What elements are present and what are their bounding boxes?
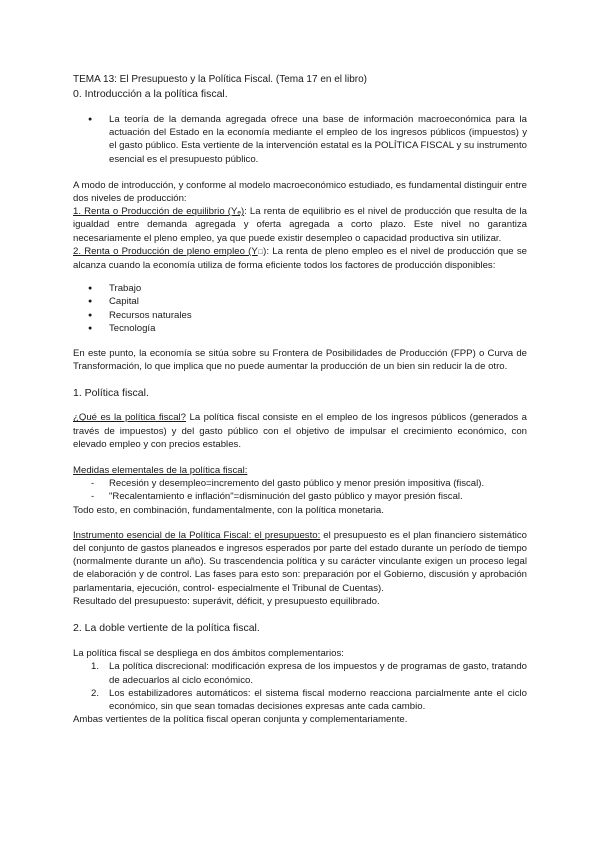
measures-note: Todo esto, en combinación, fundamentalmente, con la política monetaria. — [73, 504, 384, 516]
instrument-text: el presupuesto es el plan financiero sistemático del conjunto de gastos planeados e ingresos esperados por parte del estado durante un período de tiempo (normalmente durante un año). Su trascendencia política y su carácter vinculante exigen un proceso legal de elaboración y de control. Las fases para esto son: preparación por el Gobierno, discusión y aprobación parlamentaria, ejecución, control- especialmente el Tribunal de Cuentas). — [73, 529, 527, 594]
section2-heading: 2. La doble vertiente de la política fiscal. — [73, 622, 260, 635]
level2-paragraph — [73, 245, 527, 272]
factor-item: ● Tecnología — [73, 322, 527, 335]
level1-text: : La renta de equilibrio es el nivel de producción que resulta de la igualdad entre demanda agregada y oferta agregada a corto plazo. Este nivel no garantiza necesariamente el pleno empleo, ya que puede existir desempleo o capacidad productiva sin utilizar. — [73, 206, 527, 244]
level2-text: : La renta de pleno empleo es el nivel de producción que se alcanza cuando la economía utiliza de forma eficiente todos los factores de producción disponibles: — [73, 245, 528, 272]
fpp-paragraph: En este punto, la economía se sitúa sobre su Frontera de Posibilidades de Producción (FPP) o Curva de Transformación, lo que implica que no puede aumentar la producción de un bien sin reducir la de otro. — [73, 348, 527, 373]
level2-close: ) — [263, 245, 267, 257]
measures-title: Medidas elementales de la política fiscal: — [73, 465, 248, 477]
level2-subscript: □ — [257, 248, 264, 256]
level2-term: 2. Renta o Producción de pleno empleo (Y — [73, 245, 258, 257]
section2-intro: La política fiscal se despliega en dos ámbitos complementarios: — [73, 648, 344, 660]
page-body — [73, 73, 527, 726]
question-paragraph — [73, 411, 527, 451]
intro-paragraph: A modo de introducción, y conforme al modelo macroeconómico estudiado, es fundamental distinguir entre dos niveles de producción: — [73, 179, 527, 205]
question-term: ¿Qué es la política fiscal? — [73, 412, 187, 424]
vertiente-item — [73, 687, 527, 713]
document-title: TEMA 13: El Presupuesto y la Política Fiscal. (Tema 17 en el libro) — [73, 74, 368, 85]
budget-result: Resultado del presupuesto: superávit, déficit, y presupuesto equilibrado. — [73, 595, 380, 607]
level1-term: 1. Renta o Producción de equilibrio (Yₑ) — [73, 206, 245, 218]
question-text: La política fiscal consiste en el empleo de los ingresos públicos (generados a través de impuestos) y del gasto público con el objetivo de impulsar el crecimiento económico, con elevado empleo y con precios estables. — [73, 412, 527, 450]
intro-bullet-list — [73, 113, 527, 166]
instrument-paragraph — [73, 529, 527, 595]
vertientes-list — [73, 660, 527, 713]
instrument-term: Instrumento esencial de la Política Fiscal: el presupuesto: — [73, 529, 321, 541]
factor-item: ● Recursos naturales — [73, 309, 527, 322]
factor-item: ● Trabajo — [73, 282, 527, 295]
factor-item: ● Capital — [73, 295, 527, 308]
vertiente-text: Los estabilizadores automáticos: el sistema fiscal moderno reacciona parcialmente ante el ciclo económico, sin que sean tomadas decisiones expresas ante cada cambio. — [109, 687, 527, 712]
vertiente-text: La política discrecional: modificación expresa de los impuestos y de programas de gasto, tratando de adecuarlos al ciclo económico. — [109, 661, 527, 686]
section2-closing: Ambas vertientes de la política fiscal operan conjunta y complementariamente. — [73, 714, 408, 726]
measure-item: - Recesión y desempleo=incremento del gasto público y menor presión impositiva (fiscal). — [73, 477, 527, 490]
vertiente-number: 1. — [91, 661, 100, 673]
vertiente-item — [73, 660, 527, 686]
section1-heading: 1. Política fiscal. — [73, 387, 149, 400]
measure-item: - "Recalentamiento e inflación"=disminución del gasto público y mayor presión fiscal. — [73, 490, 527, 503]
vertiente-number: 2. — [91, 687, 100, 699]
measures-list — [73, 477, 527, 503]
level1-paragraph — [73, 205, 527, 245]
intro-heading: 0. Introducción a la política fiscal. — [73, 88, 228, 100]
intro-bullet: ● La teoría de la demanda agregada ofrece una base de información macroeconómica para la actuación del Estado en la economía mediante el empleo de los ingresos públicos (impuestos) y el gasto público. Esta vertiente de la intervención estatal es la POLÍTICA FISCAL y su instrumento esencial es el presupuesto público. — [73, 113, 527, 166]
factors-list — [73, 282, 527, 335]
